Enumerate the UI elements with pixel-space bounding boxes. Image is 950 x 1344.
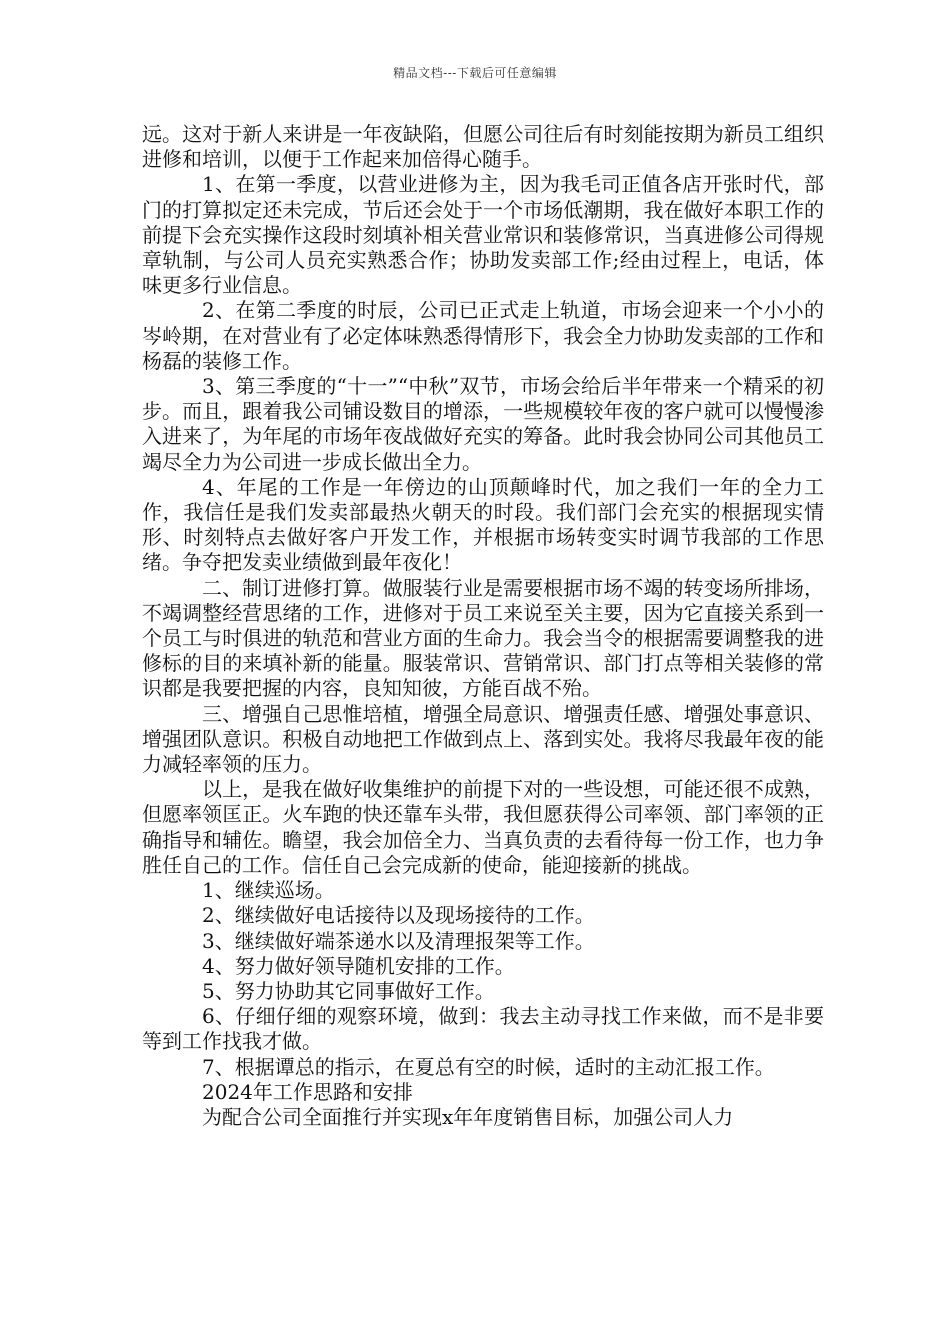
list-item: 1、继续巡场。 (202, 878, 335, 903)
list-item: 5、努力协助其它同事做好工作。 (202, 978, 495, 1003)
paragraph-q1-plan: 1、在第一季度，以营业进修为主，因为我毛司正值各店开张时代，部门的打算拟定还未完成，节后还会处于一个市场低潮期，我在做好本职工作的前提下会充实操作这段时刻填补相关营业常识和装修常识，当真进修公司得规章轨制，与公司人员充实熟悉合作；协助发卖部工作;经由过程上，电话，体味更多行业信息。 (142, 172, 824, 298)
document-body (142, 122, 824, 1130)
list-item: 3、继续做好端茶递水以及清理报架等工作。 (202, 928, 595, 953)
paragraph-intro: 为配合公司全面推行并实现x年年度销售目标，加强公司人力 (202, 1104, 734, 1129)
paragraph-study-plan: 二、制订进修打算。做服装行业是需要根据市场不竭的转变场所排场，不竭调整经营思绪的工作，进修对于员工来说至关主要，因为它直接关系到一个员工与时俱进的轨范和营业方面的生命力。我会当令的根据需要调整我的进修标的目的来填补新的能量。服装常识、营销常识、部门打点等相关装修的常识都是我要把握的内容，良知知彼，方能百战不殆。 (142, 575, 824, 701)
paragraph-conclusion: 以上，是我在做好收集维护的前提下对的一些设想，可能还很不成熟，但愿率领匡正。火车跑的快还靠车头带，我但愿获得公司率领、部门率领的正确指导和辅佐。瞻望，我会加倍全力、当真负责的去看待每一份工作，也力争胜任自己的工作。信任自己会完成新的使命，能迎接新的挑战。 (142, 777, 824, 877)
list-item: 6、仔细仔细的观察环境，做到：我去主动寻找工作来做，而不是非要等到工作找我才做。 (142, 1004, 824, 1054)
paragraph-self-improvement: 三、增强自己思惟培植，增强全局意识、增强责任感、增强处事意识、增强团队意识。积极自动地把工作做到点上、落到实处。我将尽我最年夜的能力减轻率领的压力。 (142, 701, 824, 777)
list-item: 4、努力做好领导随机安排的工作。 (202, 953, 515, 978)
paragraph-q2-plan: 2、在第二季度的时辰，公司已正式走上轨道，市场会迎来一个小小的岑岭期，在对营业有了必定体味熟悉得情形下，我会全力协助发卖部的工作和杨磊的装修工作。 (142, 298, 824, 373)
page-header: 精品文档---下载后可任意编辑 (393, 66, 557, 80)
paragraph-q4-plan: 4、年尾的工作是一年傍边的山顶颠峰时代，加之我们一年的全力工作，我信任是我们发卖部最热火朝天的时段。我们部门会充实的根据现实情形、时刻特点去做好客户开发工作，并根据市场转变实时调节我部的工作思绪。争夺把发卖业绩做到最年夜化！ (142, 474, 824, 575)
list-item: 7、根据谭总的指示，在夏总有空的时候，适时的主动汇报工作。 (202, 1054, 775, 1079)
paragraph-continuation: 远。这对于新人来讲是一年夜缺陷，但愿公司往后有时刻能按期为新员工组织进修和培训，以便于工作起来加倍得心随手。 (142, 122, 824, 172)
paragraph-q3-plan: 3、第三季度的“十一”“中秋”双节，市场会给后半年带来一个精采的初步。而且，跟着我公司铺设数目的增添，一些规模较年夜的客户就可以慢慢渗入进来了，为年尾的市场年夜战做好充实的筹备。此时我会协同公司其他员工竭尽全力为公司进一步成长做出全力。 (142, 374, 824, 474)
section-heading: 2024年工作思路和安排 (202, 1079, 413, 1104)
list-item: 2、继续做好电话接待以及现场接待的工作。 (202, 903, 595, 928)
